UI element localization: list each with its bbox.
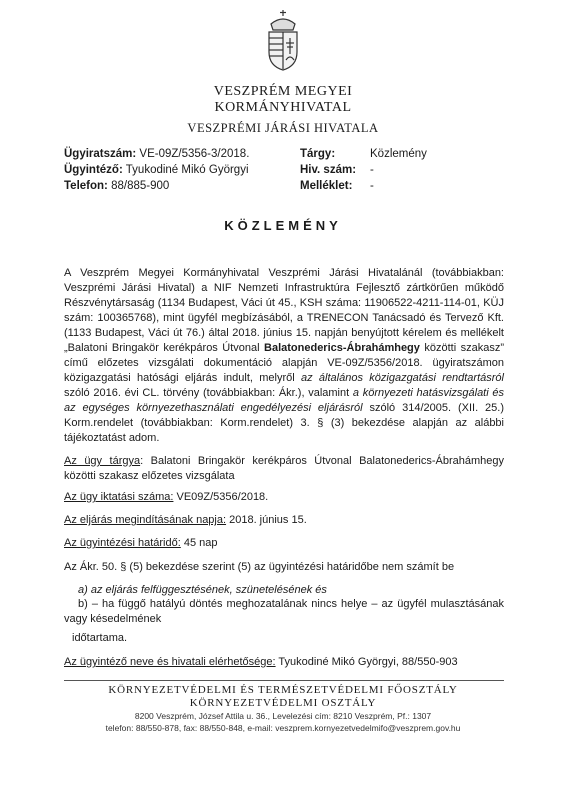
subject-item-label: Az ügy tárgya: [64, 455, 141, 467]
case-number: VE-09Z/5356-3/2018.: [139, 148, 250, 160]
intro-italic-1: az általános közigazgatási rendtartásról: [301, 372, 504, 384]
footer-department: KÖRNYEZETVÉDELMI ÉS TERMÉSZETVÉDELMI FŐOSZTÁLY: [108, 684, 458, 696]
intro-text-3: szóló 2016. évi CL. törvény (továbbiakban: Ákr.), valamint: [64, 387, 353, 399]
filing-value: VE09Z/5356/2018.: [173, 491, 269, 503]
reference-label: Hiv. szám:: [300, 164, 357, 176]
start-date-item: [64, 513, 307, 528]
case-number-label: Ügyiratszám:: [64, 148, 137, 160]
intro-paragraph: [64, 266, 504, 446]
deadline-value: 45 nap: [180, 537, 218, 549]
document-heading: KÖZLEMÉNY: [224, 218, 342, 233]
hungarian-coat-of-arms-icon: [261, 8, 305, 72]
attachment-label: Melléklet:: [300, 180, 353, 192]
footer-contact: telefon: 88/550-878, fax: 88/550-848, e-mail: veszprem.kornyezetvedelmifo@veszprem.gov.hu: [105, 723, 461, 733]
reference-value: -: [370, 164, 374, 176]
subject-label: Tárgy:: [300, 148, 336, 160]
org-name-line1: VESZPRÉM MEGYEI: [213, 84, 353, 99]
clerk-name: Tyukodiné Mikó Györgyi: [125, 164, 249, 176]
filing-label: Az ügy iktatási száma:: [64, 491, 174, 503]
deadline-label: Az ügyintézési határidő:: [64, 537, 181, 549]
deadline-item: [64, 536, 218, 551]
department-name: VESZPRÉMI JÁRÁSI HIVATALA: [187, 121, 379, 135]
subject-item-value: : Balatoni Bringakör kerékpáros Útvonal Balatonederics-Ábrahámhegy közötti szakasz előzetes vizsgálata: [64, 455, 505, 482]
filing-item: [64, 490, 268, 505]
start-date-label: Az eljárás megindításának napja:: [64, 514, 227, 526]
phone-label: Telefon:: [64, 180, 108, 192]
meta-left: [64, 146, 249, 194]
duration-line: időtartama.: [72, 632, 128, 644]
akr-rule-line: Az Ákr. 50. § (5) bekezdése szerint (5) az ügyintézési határidőbe nem számít be: [64, 561, 455, 573]
phone-number: 88/885-900: [111, 180, 170, 192]
footer-section: KÖRNYEZETVÉDELMI OSZTÁLY: [189, 697, 377, 709]
intro-bold: Balatonederics-Ábrahámhegy: [264, 342, 420, 354]
contact-label: Az ügyintéző neve és hivatali elérhetősége:: [64, 656, 276, 668]
subject-value: Közlemény: [370, 148, 427, 160]
rule-item-a: a) az eljárás felfüggesztésének, szünetelésének és: [78, 584, 327, 596]
intro-text-1: A Veszprém Megyei Kormányhivatal Veszprémi Járási Hivatalánál (továbbiakban: Veszprémi Járási Hivatal) a NIF Nemzeti Infrastruktúra Fejlesztő zártkörűen működő Részvénytársaság (1134 Budapest, Váci út 45., KSH száma: 11906522-4211-114-01, KÜJ szám: 100365768), mint ügyfél megbízásából, a TRENECON Tanácsadó és Tervező Kft. (1133 Budapest, Váci út 76.) által 2018. június 15. napján benyújtott kérelem és mellékelt „Balatoni Bringakör kerékpáros Útvonal: [64, 267, 504, 354]
subject-item: [64, 454, 504, 484]
rule-item-b: b) – ha függő hatályú döntés meghozatalának nincs helye – az ügyfél mulasztásának vagy késedelmének: [64, 598, 504, 625]
intro-text-4: szóló 314/2005. (XII. 25.) Korm.rendelet (továbbiakban: Korm.rendelet) 3. § (3) bekezdése alapján az alábbi tájékoztatást adom.: [64, 402, 504, 444]
meta-right: [300, 146, 460, 194]
clerk-label: Ügyintéző:: [64, 164, 123, 176]
intro-italic-2: a környezeti hatásvizsgálati és az egységes környezethasználati engedélyezési eljárásról: [64, 387, 505, 414]
footer-divider: [64, 680, 504, 681]
intro-text-2: közötti szakasz” című előzetes vizsgálati dokumentáció alapján VE-09Z/5356/2018. ügyiratszámon közigazgatási hatósági eljárás indult, melyről: [64, 342, 504, 384]
org-name-line2: KORMÁNYHIVATAL: [214, 100, 352, 115]
contact-value: Tyukodiné Mikó Györgyi, 88/550-903: [275, 656, 458, 668]
start-date-value: 2018. június 15.: [226, 514, 307, 526]
contact-item: [64, 655, 458, 670]
footer-address: 8200 Veszprém, József Attila u. 36., Levelezési cím: 8210 Veszprém, Pf.: 1307: [134, 711, 432, 721]
attachment-value: -: [370, 180, 374, 192]
